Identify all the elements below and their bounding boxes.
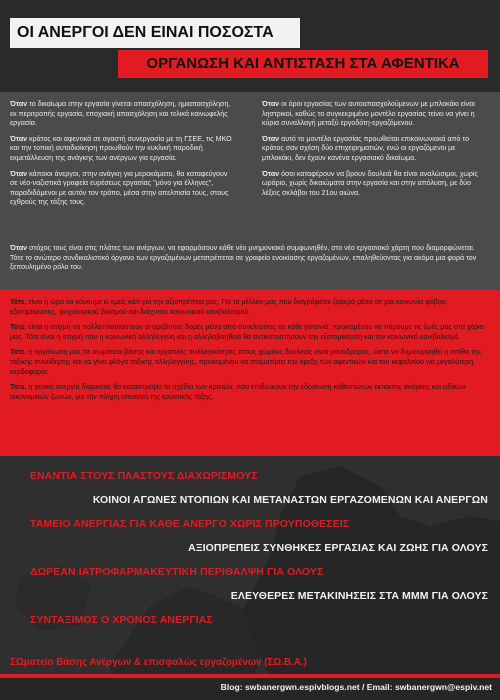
blog-label: Blog: (220, 682, 243, 692)
red-panel-content (10, 298, 488, 408)
email-link[interactable]: swbanergwn@espiv.net (394, 682, 492, 692)
footer-stripe (0, 674, 500, 678)
paragraph: Όταν αυτό το μοντέλο εργασίας προωθείται επικοινωνιακά από το κράτος σαν σχέση δύο επιχειρηματιών, ενώ οι εργαζόμενοι με μπλοκάκι, δεν έχουν κανένα εργασιακό δικαίωμα. (262, 134, 470, 162)
poster-subtitle: ΟΡΓΑΝΩΣΗ ΚΑΙ ΑΝΤΙΣΤΑΣΗ ΣΤΑ ΑΦΕΝΤΙΚΑ (118, 50, 488, 78)
slogan: ΔΩΡΕΑΝ ΙΑΤΡΟΦΑΡΜΑΚΕΥΤΙΚΗ ΠΕΡΙΘΑΛΨΗ ΓΙΑ ΟΛΟΥΣ (30, 566, 324, 578)
paragraph: Όταν όσοι καταφέρουν να βρουν δουλειά θα είναι αναλώσιμοι, χωρίς ωράριο, χωρίς δικαιώματα στην εργασία και στην απόλυση, με δύο λέξεις σκλάβοι του 21ου αιώνα. (262, 169, 478, 197)
footer (0, 674, 500, 700)
blog-link[interactable]: swbanergwn.espivblogs.net (244, 682, 360, 692)
organization-name: ΣΩματείο Βάσης Ανέργων & επισφαλώς εργαζομένων (ΣΩ.Β.Α.) (10, 657, 307, 668)
paragraph: Τότε, η οργάνωση μας σε σωματεία βάσης και εργατικές συλλογικότητες στους χώρους δουλειάς είναι μονόδρομος, ώστε να δημιουργηθεί η σπίθα της ταξικής συνείδησης και να γίνει φλόγα ταξικής αλληλεγγύης, προκειμένου να σταματήσει την όρεξη των αφεντικών και του κεφαλαίου για μεγαλύτερη κερδοφορία. (10, 348, 482, 376)
grey-text-panel (0, 92, 500, 290)
paragraph: Όταν το δικαίωμα στην εργασία γίνεται απασχόληση, ημιαπασχόληση, εκ περιτροπής εργασία, εποχιακή απασχόληση και τελικά κοινωφελής εργασία. (10, 100, 231, 128)
slogans-section (0, 456, 500, 700)
paragraph: Όταν κάποιοι άνεργοι, στην ανάγκη για μεροκάματο, θα καταφεύγουν σε νέο-ναζιστικά γραφεία ευρέσεως εργασίας "μόνο για έλληνες", παραδιδόμενοι με αυτόν τον τρόπο, μέσα στην απελπισία τους, στους εχθρούς της τάξης τους. (10, 169, 229, 207)
slogan: ΕΛΕΥΘΕΡΕΣ ΜΕΤΑΚΙΝΗΣΕΙΣ ΣΤΑ ΜΜΜ ΓΙΑ ΟΛΟΥΣ (230, 590, 488, 602)
red-text-panel (0, 290, 500, 456)
paragraph: Τότε, είναι η ώρα να κάνουμε κι εμείς κάτι για την αξιοπρέπεια μας. Για το μέλλον μας που διαγράφεται ζοφερό μέσα σε μια κοινωνία φόβου, εξατομίκευσης, ψυχολογικού βιασμού και διάχυτου κοινωνικού κανιβαλισμού. (10, 298, 448, 316)
slogan: ΣΥΝΤΑΞΙΜΟΣ Ο ΧΡΟΝΟΣ ΑΝΕΡΓΙΑΣ (30, 614, 213, 626)
paragraph: Όταν οι όροι εργασίας των αυτοαπασχολούμενων με μπλοκάκι είναι ληστρικοί, καθώς το συγκεκριμένο μοντέλο εργασίας τείνει να γίνει η κύρια συναλλαγή μεταξύ εργοδότη-εργαζόμενου. (262, 100, 475, 128)
poster-header (0, 0, 500, 92)
left-column (10, 100, 236, 214)
poster-title: ΟΙ ΑΝΕΡΓΟΙ ΔΕΝ ΕΙΝΑΙ ΠΟΣΟΣΤΑ (10, 18, 300, 48)
wide-paragraph: Όταν στόχος τους είναι στις πλάτες των ανέργων, να εφαρμόσουν κάθε νέο μνημονιακό συμφωνηθέν, στο νέο εργασιακό χάρτη που διαμορφώνεται. Τότε το ανώτερο συνδικαλιστικό όργανο των εργαζομένων μετατρέπεται σε γραφείο ενοικίασης εργαζομένων, επαληθεύοντας για ακόμα μια φορά τον ξεπουλημένο ρόλο του. (10, 244, 477, 272)
slogan: ΑΞΙΟΠΡΕΠΕΙΣ ΣΥΝΘΗΚΕΣ ΕΡΓΑΣΙΑΣ ΚΑΙ ΖΩΗΣ ΓΙΑ ΟΛΟΥΣ (188, 542, 488, 554)
footer-contacts (221, 682, 492, 692)
slogan: ΕΝΑΝΤΙΑ ΣΤΟΥΣ ΠΛΑΣΤΟΥΣ ΔΙΑΧΩΡΙΣΜΟΥΣ (30, 470, 258, 482)
slogan: ΤΑΜΕΙΟ ΑΝΕΡΓΙΑΣ ΓΙΑ ΚΑΘΕ ΑΝΕΡΓΟ ΧΩΡΙΣ ΠΡΟΥΠΟΘΕΣΕΙΣ (30, 518, 350, 530)
paragraph: Τότε, είναι η στιγμή να πολλαπλασιαστούν οι οριζόντιες δομές μέσα από συνελεύσεις σε κάθε γειτονιά, προκειμένου να πάρουμε τις ζωές μας στα χέρια μας. Τότε είναι η στιγμή που η κοινωνική αλληλεγγύη και η αλληλοβοήθεια θα αντικαταστήσουν την εξατομίκευση και τον κοινωνικό κανιβαλισμό. (10, 323, 484, 341)
right-column (262, 100, 488, 204)
slogan: ΚΟΙΝΟΙ ΑΓΩΝΕΣ ΝΤΟΠΙΩΝ ΚΑΙ ΜΕΤΑΝΑΣΤΩΝ ΕΡΓΑΖΟΜΕΝΩΝ ΚΑΙ ΑΝΕΡΓΩΝ (92, 494, 488, 506)
paragraph: Όταν κράτος και αφεντικά σε αγαστή συνεργασία με τη ΓΣΕΕ, τις ΜΚΟ και την τοπική αυτοδιοίκηση προωθούν την κυκλική παροδική εκμετάλλευση της ανάγκης των ανέργων για εργασία. (10, 134, 232, 162)
paragraph: Τότε, η γενική ανεργία διαρκείας θα καταστρέψει τα σχέδια των κρατών, που επιδιώκουν την εδραίωση καθεστώτων έκτακτης ανάγκης και ειδικών οικονομικών ζωνών, για την πλήρη υποταγή της εργατικής τάξης. (10, 383, 466, 401)
separator: / (359, 682, 367, 692)
email-label: Email: (366, 682, 393, 692)
